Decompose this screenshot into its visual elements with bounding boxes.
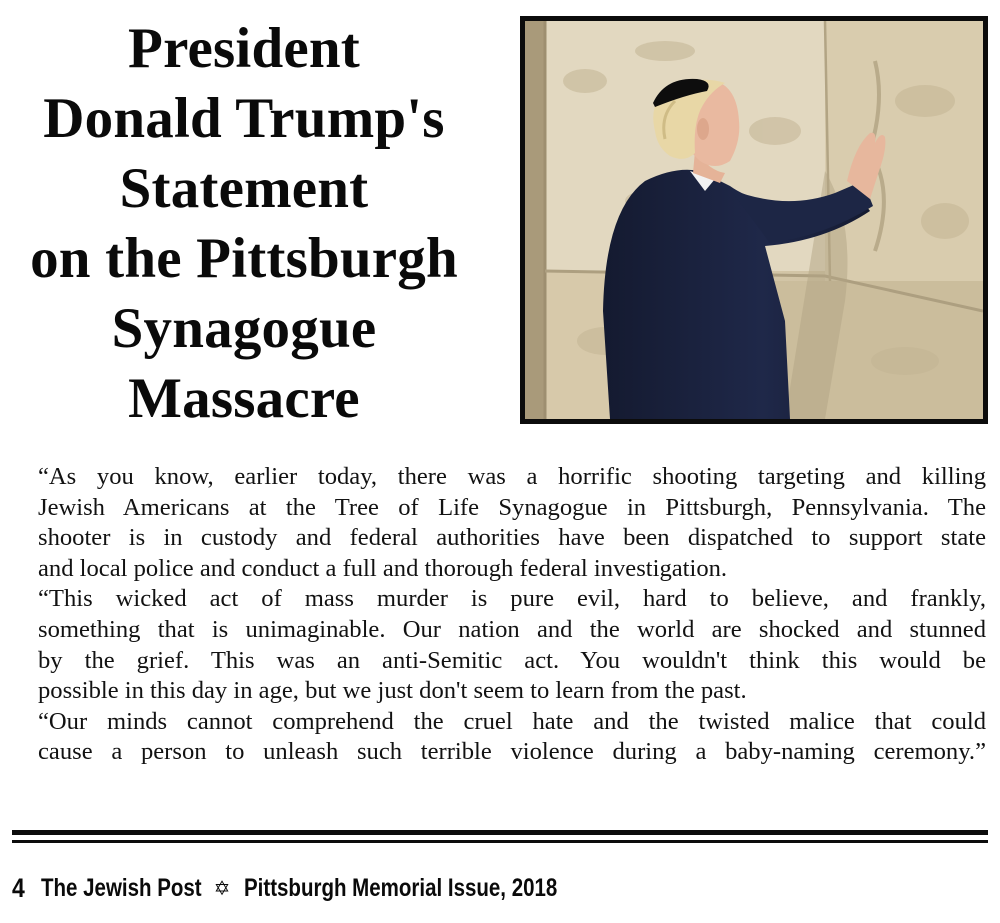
article-line: possible in this day in age, but we just don't seem to learn from the past. — [38, 677, 747, 705]
article-photo — [520, 16, 988, 424]
article-line: cause a person to unleash such terrible violence during a baby-naming ceremony.” — [38, 738, 986, 766]
article-line: something that is unimaginable. Our nation and the world are shocked and stunned — [38, 615, 986, 643]
headline-line: Synagogue — [111, 297, 377, 360]
headline-line: Statement — [119, 157, 369, 220]
article-paragraph — [12, 462, 986, 584]
headline-line: President — [128, 17, 360, 80]
page-footer — [12, 868, 626, 908]
headline-line: Massacre — [128, 367, 360, 430]
article-paragraph — [12, 707, 986, 768]
headline-line: Donald Trump's — [43, 87, 445, 150]
publication-name: The Jewish Post — [41, 873, 202, 902]
article-line: “As you know, earlier today, there was a horrific shooting targeting and killing — [38, 463, 986, 490]
article-line: “This wicked act of mass murder is pure evil, hard to believe, and frankly, — [38, 585, 986, 613]
article-line: Jewish Americans at the Tree of Life Synagogue in Pittsburgh, Pennsylvania. The — [38, 493, 986, 521]
headline — [6, 14, 482, 434]
footer-rule-thick — [12, 830, 988, 835]
headline-line: on the Pittsburgh — [30, 227, 458, 290]
article-line: by the grief. This was an anti-Semitic act. You wouldn't think this would be — [38, 646, 986, 674]
issue-name: Pittsburgh Memorial Issue, 2018 — [244, 873, 558, 902]
article-line: shooter is in custody and federal authorities have been dispatched to support state — [38, 524, 986, 552]
article-line: “Our minds cannot comprehend the cruel hate and the twisted malice that could — [38, 707, 986, 735]
article-line: and local police and conduct a full and thorough federal investigation. — [38, 554, 728, 582]
page-number: 4 — [12, 872, 25, 903]
article-body — [12, 462, 986, 768]
star-of-david-icon: ✡ — [213, 876, 231, 900]
footer-rule-thin — [12, 840, 988, 843]
photo-man-praying-at-wall-icon — [525, 21, 983, 419]
article-paragraph — [12, 584, 986, 706]
